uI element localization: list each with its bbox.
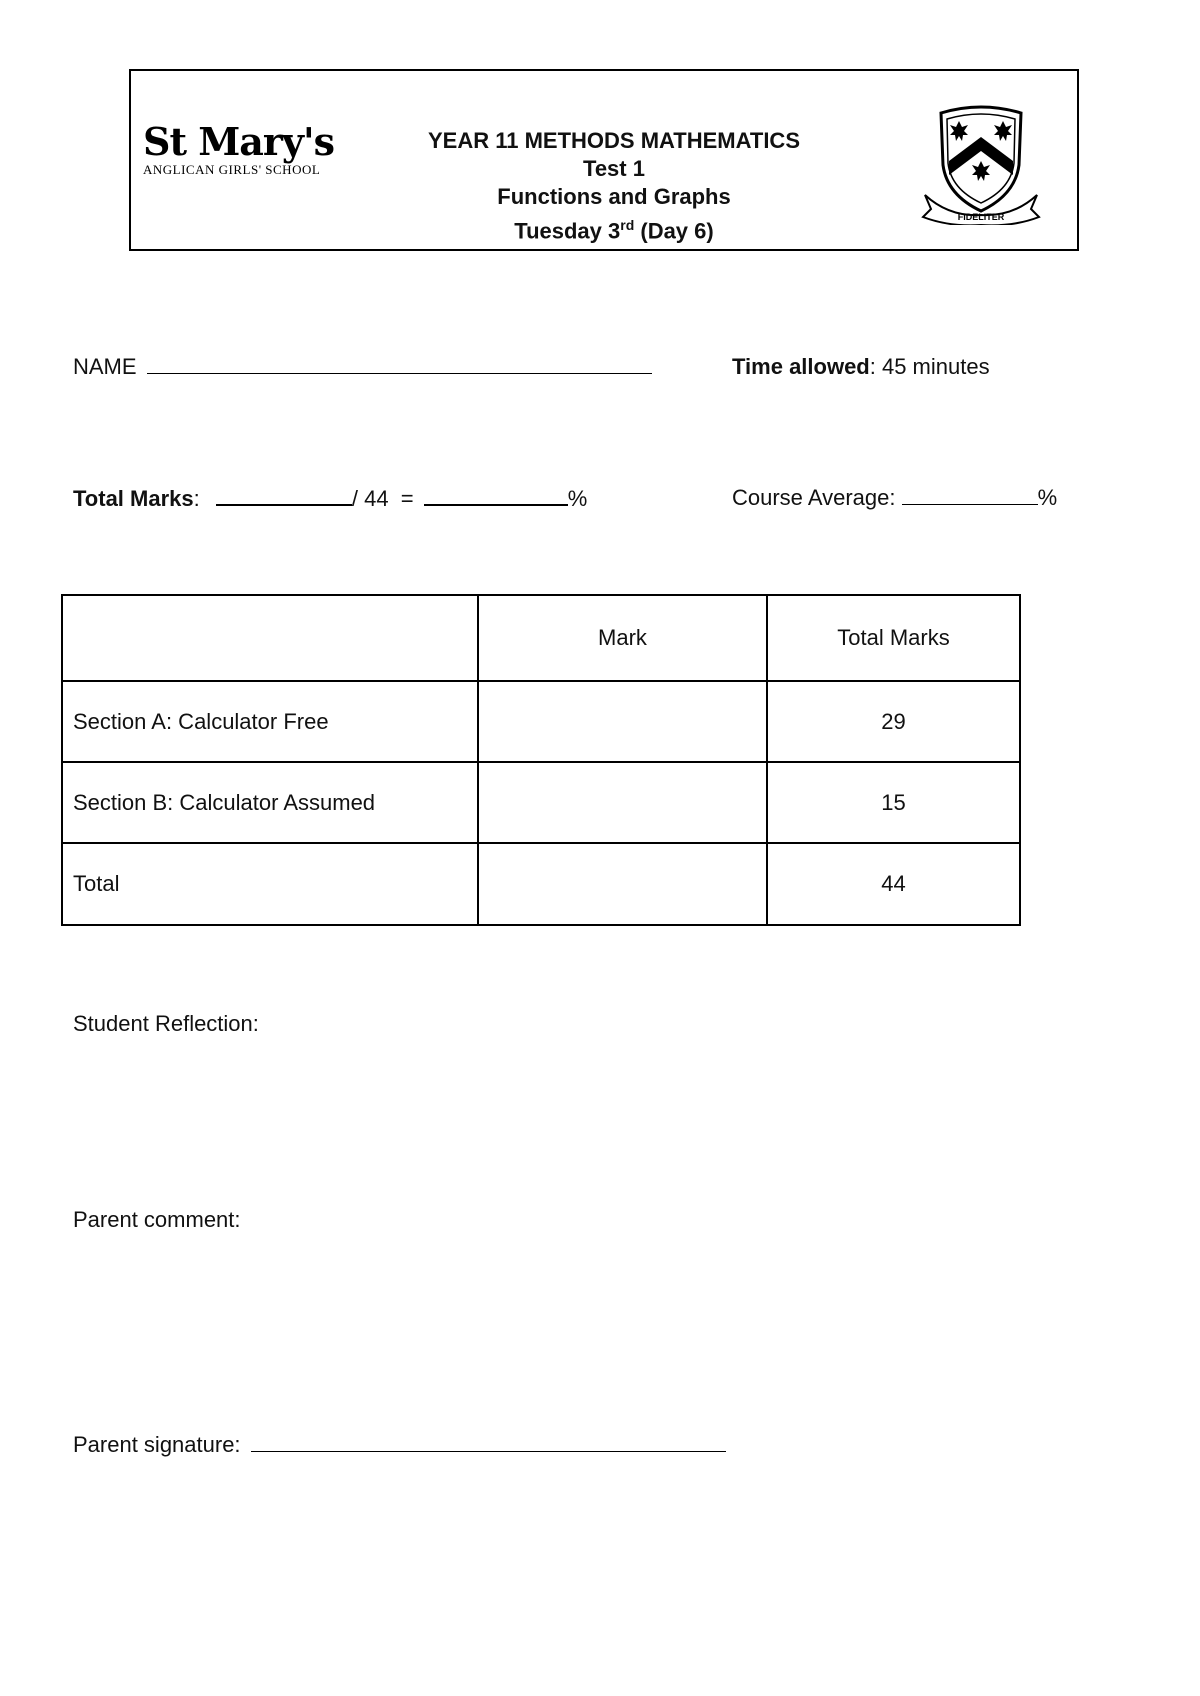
test-number: Test 1 — [583, 156, 645, 181]
total-cell: 44 — [767, 843, 1020, 925]
time-label: Time allowed — [732, 354, 870, 379]
percent-blank-line[interactable] — [424, 485, 568, 506]
crest-motto: FIDELITER — [957, 212, 1005, 222]
table-header-cell: Total Marks — [767, 595, 1020, 681]
course-title: YEAR 11 METHODS MATHEMATICS — [428, 128, 800, 153]
mark-cell[interactable] — [478, 762, 767, 843]
time-allowed — [732, 354, 990, 380]
school-subtitle: ANGLICAN GIRLS' SCHOOL — [143, 162, 321, 177]
table-row — [62, 843, 1020, 925]
mark-cell[interactable] — [478, 681, 767, 762]
signature-blank-line[interactable] — [251, 1432, 726, 1452]
parent-signature-label: Parent signature: — [73, 1432, 241, 1457]
marks-blank-line[interactable] — [216, 485, 352, 506]
table-header-cell: Mark — [478, 595, 767, 681]
total-marks-row: Total Marks: / 44 = % — [73, 486, 588, 511]
course-average-blank-line[interactable] — [902, 485, 1038, 505]
student-reflection-label: Student Reflection: — [73, 1011, 259, 1036]
out-of-44: / 44 — [351, 486, 389, 511]
school-crest-icon — [919, 99, 1043, 225]
course-average-label: Course Average: — [732, 485, 896, 510]
section-name: Section B: Calculator Assumed — [62, 762, 478, 843]
section-name: Total — [62, 843, 478, 925]
section-name: Section A: Calculator Free — [62, 681, 478, 762]
test-title-block — [361, 127, 867, 245]
time-value: : 45 minutes — [869, 354, 990, 379]
school-logo — [143, 119, 343, 178]
table-header-row — [62, 595, 1020, 681]
school-name: St Mary's — [143, 119, 335, 164]
total-cell: 29 — [767, 681, 1020, 762]
name-label: NAME — [73, 354, 137, 379]
total-cell: 15 — [767, 762, 1020, 843]
mark-cell[interactable] — [478, 843, 767, 925]
test-topic: Functions and Graphs — [497, 184, 731, 209]
test-header — [129, 69, 1079, 251]
name-row — [73, 354, 652, 380]
table-row — [62, 762, 1020, 843]
table-header-cell — [62, 595, 478, 681]
total-marks-label: Total Marks — [73, 486, 194, 511]
name-blank-line[interactable] — [147, 354, 652, 374]
table-row — [62, 681, 1020, 762]
course-average: Course Average: % — [732, 485, 1058, 510]
parent-comment-label: Parent comment: — [73, 1207, 241, 1232]
test-date: Tuesday 3rd (Day 6) — [514, 217, 714, 244]
marks-table — [61, 594, 1021, 926]
parent-signature-row — [73, 1432, 726, 1458]
